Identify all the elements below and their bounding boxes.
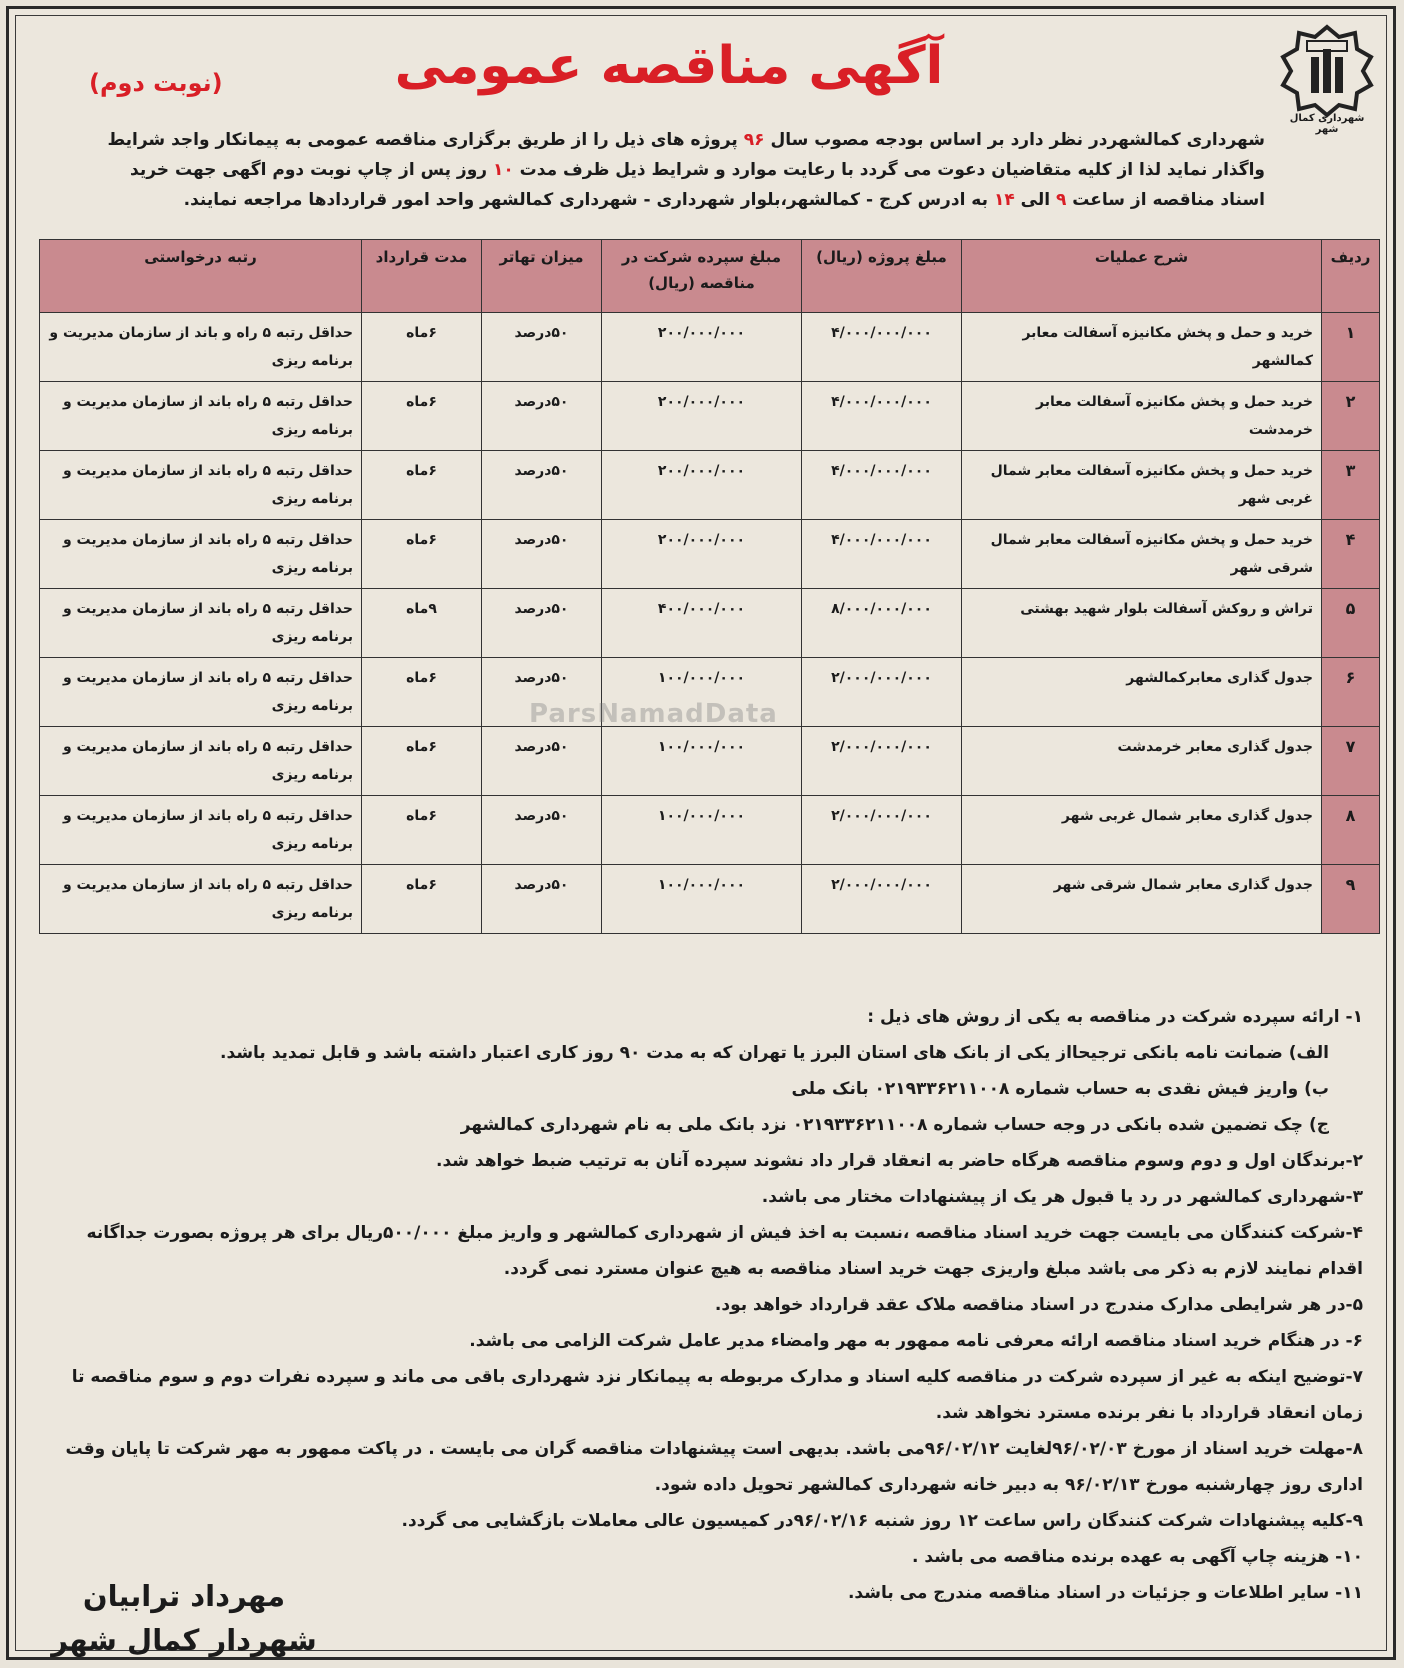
row-discount: ۵۰درصد <box>482 520 602 589</box>
header-project-amount: مبلغ پروژه (ریال) <box>802 240 962 313</box>
row-number: ۸ <box>1322 796 1380 865</box>
municipality-logo <box>1277 23 1377 135</box>
condition-2: ۲-برندگان اول و دوم وسوم مناقصه هرگاه حاضر به انعقاد قرار داد نشوند سپرده آنان به ترتیب ضبط خواهد شد. <box>435 1151 1363 1171</box>
row-description: تراش و روکش آسفالت بلوار شهید بهشتی <box>962 589 1322 658</box>
row-duration: ۶ماه <box>362 451 482 520</box>
table-row <box>40 520 1380 589</box>
row-description: جدول گذاری معابر خرمدشت <box>962 727 1322 796</box>
row-number: ۵ <box>1322 589 1380 658</box>
row-grade: حداقل رتبه ۵ راه باند از سازمان مدیریت و برنامه ریزی <box>40 727 362 796</box>
row-description: خرید حمل و پخش مکانیزه آسفالت معابر شمال شرقی شهر <box>962 520 1322 589</box>
row-grade: حداقل رتبه ۵ راه باند از سازمان مدیریت و برنامه ریزی <box>40 589 362 658</box>
row-discount: ۵۰درصد <box>482 865 602 934</box>
notice-title: آگهی مناقصه عمومی <box>394 36 944 96</box>
logo-caption: شهرداری کمال شهر <box>1289 113 1365 135</box>
header-deposit: مبلغ سپرده شرکت در مناقصه (ریال) <box>602 240 802 313</box>
row-description: خرید و حمل و پخش مکانیزه آسفالت معابر کمالشهر <box>962 313 1322 382</box>
row-duration: ۶ماه <box>362 658 482 727</box>
row-duration: ۶ماه <box>362 796 482 865</box>
row-number: ۳ <box>1322 451 1380 520</box>
signer-role: شهردار کمال شهر <box>51 1623 317 1657</box>
row-deposit: ۲۰۰/۰۰۰/۰۰۰ <box>602 520 802 589</box>
row-discount: ۵۰درصد <box>482 451 602 520</box>
row-project-amount: ۲/۰۰۰/۰۰۰/۰۰۰ <box>802 865 962 934</box>
intro-line-2: واگذار نماید لذا از کلیه متقاضیان دعوت می گردد با رعایت موارد و شرایط ذیل ظرف مدت ۱۰ روز پس از چاپ نوبت دوم اگهی جهت خرید <box>130 160 1265 180</box>
row-description: جدول گذاری معابرکمالشهر <box>962 658 1322 727</box>
row-discount: ۵۰درصد <box>482 796 602 865</box>
row-duration: ۶ماه <box>362 865 482 934</box>
row-duration: ۶ماه <box>362 727 482 796</box>
condition-3: ۳-شهرداری کمالشهر در رد یا قبول هر یک از پیشنهادات مختار می باشد. <box>761 1187 1363 1207</box>
row-deposit: ۴۰۰/۰۰۰/۰۰۰ <box>602 589 802 658</box>
row-project-amount: ۴/۰۰۰/۰۰۰/۰۰۰ <box>802 382 962 451</box>
row-duration: ۶ماه <box>362 313 482 382</box>
row-number: ۹ <box>1322 865 1380 934</box>
row-duration: ۶ماه <box>362 520 482 589</box>
row-deposit: ۱۰۰/۰۰۰/۰۰۰ <box>602 796 802 865</box>
row-duration: ۹ماه <box>362 589 482 658</box>
condition-1: ۱- ارائه سپرده شرکت در مناقصه به یکی از روش های ذیل : <box>867 1007 1363 1027</box>
header-duration: مدت قرارداد <box>362 240 482 313</box>
row-number: ۷ <box>1322 727 1380 796</box>
table-row <box>40 451 1380 520</box>
row-grade: حداقل رتبه ۵ راه باند از سازمان مدیریت و برنامه ریزی <box>40 382 362 451</box>
table-row <box>40 865 1380 934</box>
table-row <box>40 796 1380 865</box>
row-project-amount: ۴/۰۰۰/۰۰۰/۰۰۰ <box>802 520 962 589</box>
row-description: جدول گذاری معابر شمال شرقی شهر <box>962 865 1322 934</box>
row-discount: ۵۰درصد <box>482 658 602 727</box>
row-grade: حداقل رتبه ۵ راه باند از سازمان مدیریت و برنامه ریزی <box>40 520 362 589</box>
row-deposit: ۲۰۰/۰۰۰/۰۰۰ <box>602 313 802 382</box>
header-description: شرح عملیات <box>962 240 1322 313</box>
row-grade: حداقل رتبه ۵ راه باند از سازمان مدیریت و برنامه ریزی <box>40 865 362 934</box>
table-row <box>40 589 1380 658</box>
tender-notice-page <box>6 6 1396 1660</box>
row-discount: ۵۰درصد <box>482 589 602 658</box>
watermark-text: ParsNamadData <box>529 699 778 729</box>
condition-10: ۱۰- هزینه چاپ آگهی به عهده برنده مناقصه می باشد . <box>912 1547 1363 1567</box>
row-project-amount: ۴/۰۰۰/۰۰۰/۰۰۰ <box>802 313 962 382</box>
condition-1c: ج) چک تضمین شده بانکی در وجه حساب شماره ۰۲۱۹۳۳۶۲۱۱۰۰۸ نزد بانک ملی به نام شهرداری کمالشهر <box>460 1115 1329 1135</box>
row-description: خرید حمل و پخش مکانیزه آسفالت معابر خرمدشت <box>962 382 1322 451</box>
conditions-list <box>39 999 1363 1611</box>
condition-5: ۵-در هر شرایطی مدارک مندرج در اسناد مناقصه ملاک عقد قرارداد خواهد بود. <box>714 1295 1363 1315</box>
condition-9: ۹-کلیه پیشنهادات شرکت کنندگان راس ساعت ۱۲ روز شنبه ۹۶/۰۲/۱۶در کمیسیون عالی معاملات بازگشایی می گردد. <box>401 1511 1363 1531</box>
table-row <box>40 727 1380 796</box>
row-grade: حداقل رتبه ۵ راه و باند از سازمان مدیریت و برنامه ریزی <box>40 313 362 382</box>
row-deposit: ۱۰۰/۰۰۰/۰۰۰ <box>602 727 802 796</box>
row-duration: ۶ماه <box>362 382 482 451</box>
row-number: ۶ <box>1322 658 1380 727</box>
row-deposit: ۲۰۰/۰۰۰/۰۰۰ <box>602 382 802 451</box>
row-project-amount: ۴/۰۰۰/۰۰۰/۰۰۰ <box>802 451 962 520</box>
header-discount: میزان تهاتر <box>482 240 602 313</box>
intro-line-3: اسناد مناقصه از ساعت ۹ الی ۱۴ به ادرس کرج - کمالشهر،بلوار شهرداری - شهرداری کمالشهر واحد امور قراردادها مراجعه نمایند. <box>183 190 1265 210</box>
row-discount: ۵۰درصد <box>482 313 602 382</box>
row-description: خرید حمل و پخش مکانیزه آسفالت معابر شمال غربی شهر <box>962 451 1322 520</box>
intro-line-1: شهرداری کمالشهردر نظر دارد بر اساس بودجه مصوب سال ۹۶ پروژه های ذیل را از طریق برگزاری مناقصه عمومی به پیمانکار واجد شرایط <box>107 130 1265 150</box>
row-number: ۲ <box>1322 382 1380 451</box>
row-deposit: ۲۰۰/۰۰۰/۰۰۰ <box>602 451 802 520</box>
row-grade: حداقل رتبه ۵ راه باند از سازمان مدیریت و برنامه ریزی <box>40 451 362 520</box>
row-description: جدول گذاری معابر شمال غربی شهر <box>962 796 1322 865</box>
row-discount: ۵۰درصد <box>482 727 602 796</box>
header-row-number: ردیف <box>1322 240 1380 313</box>
table-row <box>40 382 1380 451</box>
signature-block <box>49 1574 319 1662</box>
condition-1b: ب) واریز فیش نقدی به حساب شماره ۰۲۱۹۳۳۶۲۱۱۰۰۸ بانک ملی <box>791 1079 1329 1099</box>
row-deposit: ۱۰۰/۰۰۰/۰۰۰ <box>602 658 802 727</box>
row-grade: حداقل رتبه ۵ راه باند از سازمان مدیریت و برنامه ریزی <box>40 658 362 727</box>
condition-6: ۶- در هنگام خرید اسناد مناقصه ارائه معرفی نامه ممهور به مهر وامضاء مدیر عامل شرکت الزامی می باشد. <box>469 1331 1363 1351</box>
table-header-row <box>40 240 1380 313</box>
row-project-amount: ۲/۰۰۰/۰۰۰/۰۰۰ <box>802 796 962 865</box>
row-number: ۱ <box>1322 313 1380 382</box>
notice-round-label: (نوبت دوم) <box>89 69 223 97</box>
intro-paragraph <box>37 125 1265 215</box>
row-project-amount: ۸/۰۰۰/۰۰۰/۰۰۰ <box>802 589 962 658</box>
row-project-amount: ۲/۰۰۰/۰۰۰/۰۰۰ <box>802 727 962 796</box>
logo-emblem-icon <box>1277 23 1377 119</box>
condition-7: ۷-توضیح اینکه به غیر از سپرده شرکت در مناقصه کلیه اسناد و مدارک مربوطه به پیمانکار نزد شهرداری باقی می ماند و سپرده نفرات دوم و سوم مناقصه تا زمان انعقاد قرارداد با نفر برنده مسترد نخواهد شد. <box>71 1367 1363 1423</box>
condition-4: ۴-شرکت کنندگان می بایست جهت خرید اسناد مناقصه ،نسبت به اخذ فیش از شهرداری کمالشهر و واریز مبلغ ۵۰۰/۰۰۰ریال برای هر پروژه بصورت جداگانه اقدام نمایند لازم به ذکر می باشد مبلغ واریزی جهت خرید اسناد مناقصه به هیچ عنوان مسترد نمی گردد. <box>86 1223 1363 1279</box>
row-number: ۴ <box>1322 520 1380 589</box>
row-grade: حداقل رتبه ۵ راه باند از سازمان مدیریت و برنامه ریزی <box>40 796 362 865</box>
row-discount: ۵۰درصد <box>482 382 602 451</box>
condition-11: ۱۱- سایر اطلاعات و جزئیات در اسناد مناقصه مندرج می باشد. <box>847 1583 1363 1603</box>
projects-table <box>39 239 1380 934</box>
header-grade: رتبه درخواستی <box>40 240 362 313</box>
condition-8: ۸-مهلت خرید اسناد از مورخ ۹۶/۰۲/۰۳لغایت ۹۶/۰۲/۱۲می باشد. بدیهی است پیشنهادات مناقصه گران می بایست . در پاکت ممهور به مهر شرکت تا پایان وقت اداری روز چهارشنبه مورخ ۹۶/۰۲/۱۳ به دبیر خانه شهرداری کمالشهر تحویل داده شود. <box>65 1439 1363 1495</box>
row-deposit: ۱۰۰/۰۰۰/۰۰۰ <box>602 865 802 934</box>
table-body <box>40 313 1380 934</box>
condition-1a: الف) ضمانت نامه بانکی ترجیحااز یکی از بانک های استان البرز یا تهران که به مدت ۹۰ روز کاری اعتبار داشته باشد و قابل تمدید باشد. <box>220 1043 1329 1063</box>
signer-name: مهرداد ترابیان <box>82 1579 286 1613</box>
row-project-amount: ۲/۰۰۰/۰۰۰/۰۰۰ <box>802 658 962 727</box>
table-row <box>40 313 1380 382</box>
